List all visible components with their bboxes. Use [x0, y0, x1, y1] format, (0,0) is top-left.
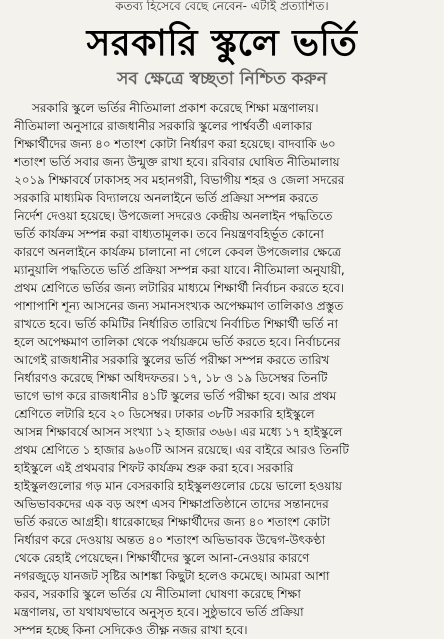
body-line: রাখতে হবে। ভর্তি কমিটির নির্ধারিত তারিখে নির্বাচিত শিক্ষার্থী ভর্তি না — [14, 317, 338, 331]
body-line: শতাংশ ভর্তি সবার জন্য উন্মুক্ত রাখা হবে। রবিবার ঘোষিত নীতিমালায় — [14, 155, 340, 169]
body-line: নির্ধারণও করেছে শিক্ষা অধিদফতর। ১৭, ১৮ ও ১৯ ডিসেম্বর তিনটি — [14, 371, 328, 385]
body-line: শ্রেণিতে লটারি হবে ২০ ডিসেম্বর। ঢাকার ৩৮টি সরকারি হাইস্কুলে — [14, 407, 315, 421]
body-line: ভাগে ভাগ করে রাজধানীর ৪১টি স্কুলের ভর্তি পরীক্ষা হবে। আর প্রথম — [14, 389, 337, 403]
body-line: থেকে রেহাই পেয়েছেন। শিক্ষার্থীদের স্কুলে আনা-নেওয়ার কারণে — [14, 551, 310, 565]
body-line: ভর্তি কার্যক্রম সম্পন্ন করা বাধ্যতামূলক। তবে নিয়ন্ত্রণবহির্ভূত কোনো — [14, 227, 324, 241]
body-line: ভর্তি করতে আগ্রহী। ধারেকাছের শিক্ষার্থীদের জন্য ৪০ শতাংশ কোটা — [14, 515, 330, 529]
body-line: ম্যানুয়ালি পদ্ধতিতে ভর্তি প্রক্রিয়া সম্পন্ন করা যাবে। নীতিমালা অনুযায়ী, — [14, 263, 345, 277]
previous-column-tail — [0, 0, 444, 18]
body-line: আগেই রাজধানীর সরকারি স্কুলের ভর্তি পরীক্ষা সম্পন্ন করতে তারিখ — [14, 353, 330, 367]
body-line: কারণে অনলাইনে কার্যক্রম চালানো না গেলে কেবল উপজেলার ক্ষেত্রে — [14, 245, 341, 259]
body-line: নির্ধারণ করে দেওয়ায় অন্তত ৪০ শতাংশ অভিভাবক উদ্বেগ-উৎকণ্ঠা — [14, 533, 325, 547]
editorial-headline: সরকারি স্কুলে ভর্তি — [86, 22, 358, 64]
body-line: প্রথম শ্রেণিতে ভর্তির জন্য লটারির মাধ্যমে শিক্ষার্থী নির্বাচন করতে হবে। — [14, 281, 345, 295]
body-line: নগরজুড়ে যানজট সৃষ্টির আশঙ্কা কিছুটা হলেও কমেছে। আমরা আশা — [14, 569, 330, 583]
body-line: সরকারি স্কুলে ভর্তির নীতিমালা প্রকাশ করেছে শিক্ষা মন্ত্রণালয়। — [32, 101, 319, 115]
body-line: নীতিমালা অনুসারে রাজধানীর সরকারি স্কুলের পার্শ্ববর্তী এলাকার — [14, 119, 313, 133]
body-line: পাশাপাশি শূন্য আসনের জন্য সমানসংখ্যক অপেক্ষমাণ তালিকাও প্রস্তুত — [14, 299, 344, 313]
body-line: হাইস্কুলগুলোর গড় মান বেসরকারি হাইস্কুলগুলোর চেয়ে ভালো হওয়ায় — [14, 479, 342, 493]
body-line: ২০১৯ শিক্ষাবর্ষে ঢাকাসহ সব মহানগরী, বিভাগীয় শহর ও জেলা সদরের — [14, 173, 345, 187]
body-line: করব, সরকারি স্কুলে ভর্তির যে নীতিমালা ঘোষণা করেছে শিক্ষা — [14, 587, 301, 601]
body-line: সরকারি মাধ্যমিক বিদ্যালয়ে অনলাইনে ভর্তি প্রক্রিয়া সম্পন্ন করতে — [14, 191, 319, 205]
body-line: সম্পন্ন হচ্ছে কিনা সেদিকেও তীক্ষ্ণ নজর রাখা হবে। — [14, 623, 248, 637]
editorial-subheadline: সব ক্ষেত্রে স্বচ্ছতা নিশ্চিত করুন — [117, 69, 327, 89]
body-line: অভিভাবকদের এক বড় অংশ এসব শিক্ষাপ্রতিষ্ঠানে তাদের সন্তানদের — [14, 497, 329, 511]
body-line: হাইস্কুলে এই প্রথমবার শিফট কার্যক্রম শুরু করা হবে। সরকারি — [14, 461, 294, 475]
body-line: আসন্ন শিক্ষাবর্ষে আসন সংখ্যা ১২ হাজার ৩৬৬। এর মধ্যে ১৭ হাইস্কুলে — [14, 425, 343, 439]
editorial-body — [14, 99, 434, 639]
body-line: মন্ত্রণালয়, তা যথাযথভাবে অনুসৃত হবে। সুষ্ঠুভাবে ভর্তি প্রক্রিয়া — [14, 605, 304, 619]
body-line: হলে অপেক্ষমাণ তালিকা থেকে পর্যায়ক্রমে ভর্তি করতে হবে। নির্বাচনের — [14, 335, 341, 349]
previous-column-text: কতব্য হিসেবে বেছে নেবেন- এটাই প্রত্যাশিত। — [115, 0, 329, 13]
body-line: শিক্ষার্থীদের জন্য ৪০ শতাংশ কোটা নির্ধারণ করা হয়েছে। বাদবাকি ৬০ — [14, 137, 336, 151]
body-line: নির্দেশ দেওয়া হয়েছে। উপজেলা সদরেও কেন্দ্রীয় অনলাইন পদ্ধতিতে — [14, 209, 333, 223]
body-line: প্রথম শ্রেণিতে ১ হাজার ৯৬০টি আসন রয়েছে। এর বাইরে আরও তিনটি — [14, 443, 349, 457]
